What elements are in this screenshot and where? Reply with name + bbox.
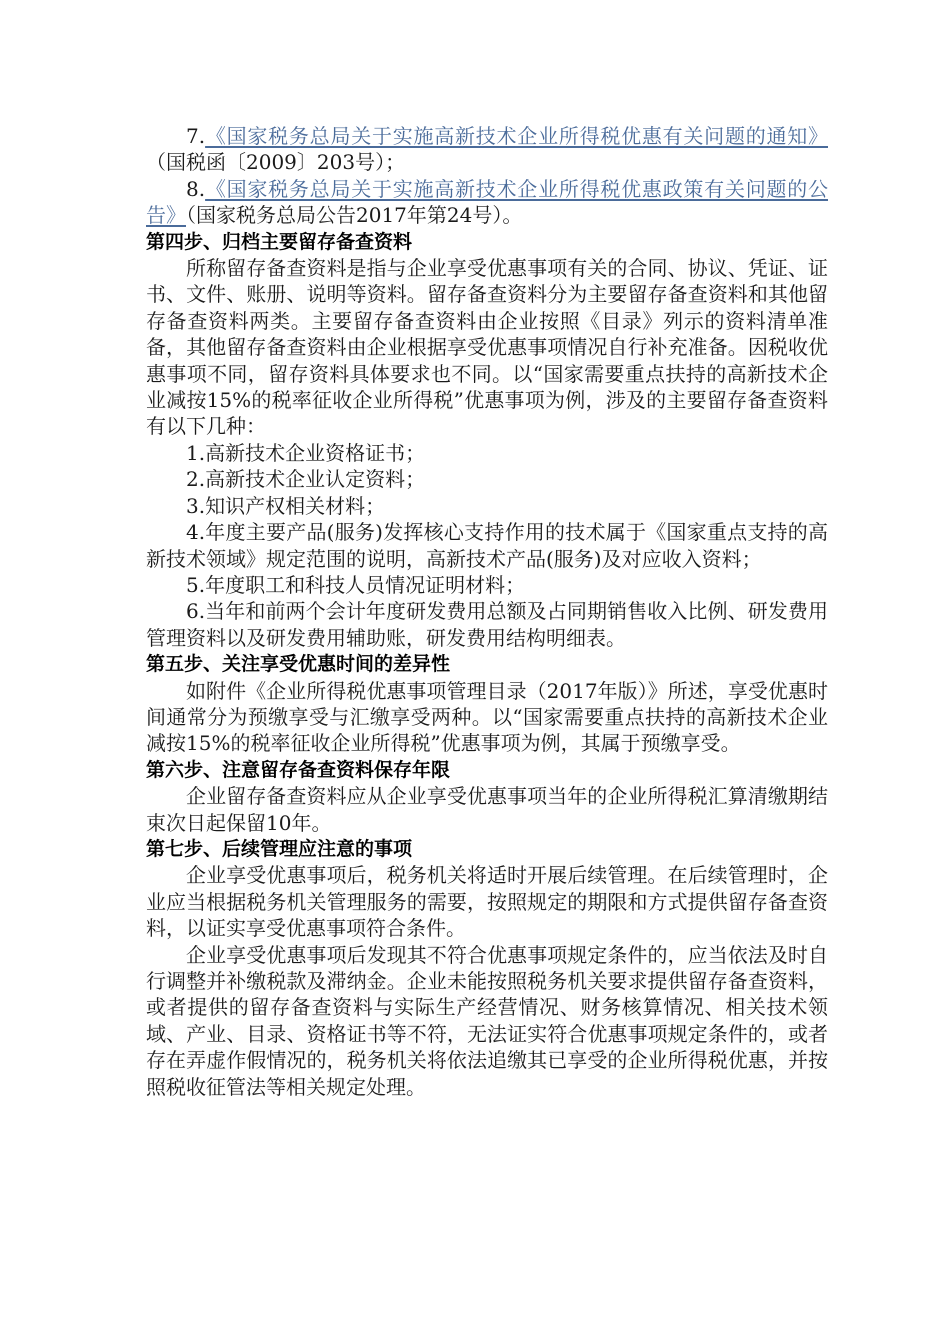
step6-text: 企业留存备查资料应从企业享受优惠事项当年的企业所得税汇算清缴期结束次日起保留10年。 — [146, 784, 828, 835]
reference-note: （国家税务总局公告2017年第24号）。 — [186, 203, 523, 228]
step4-intro: 所称留存备查资料是指与企业享受优惠事项有关的合同、协议、凭证、证书、文件、账册、说明等资料。留存备查资料分为主要留存备查资料和其他留存备查资料两类。主要留存备查资料由企业按照《目录》列示的资料清单准备，其他留存备查资料由企业根据享受优惠事项情况自行补充准备。因税收优惠事项不同，留存资料具体要求也不同。以“国家需要重点扶持的高新技术企业减按15%的税率征收企业所得税”优惠事项为例，涉及的主要留存备查资料有以下几种： — [146, 256, 828, 439]
reference-note: （国税函〔2009〕203号）； — [146, 150, 406, 175]
reference-item-7 — [146, 123, 828, 176]
list-item: 2.高新技术企业认定资料； — [186, 467, 426, 492]
reference-link-8[interactable]: 《国家税务总局关于实施高新技术企业所得税优惠政策有关问题的公告》 — [146, 176, 828, 228]
list-item: 5.年度职工和科技人员情况证明材料； — [186, 572, 526, 597]
step7-paragraph-2: 企业享受优惠事项后发现其不符合优惠事项规定条件的，应当依法及时自行调整并补缴税款及滞纳金。企业未能按照税务机关要求提供留存备查资料，或者提供的留存备查资料与实际生产经营情况、财务核算情况、相关技术领域、产业、目录、资格证书等不符，无法证实符合优惠事项规定条件的，或者存在弄虚作假情况的，税务机关将依法追缴其已享受的企业所得税优惠，并按照税收征管法等相关规定处理。 — [146, 942, 828, 1099]
step5-heading: 第五步、关注享受优惠时间的差异性 — [146, 653, 451, 676]
list-item: 3.知识产权相关材料； — [186, 493, 386, 518]
step6-heading: 第六步、注意留存备查资料保存年限 — [146, 758, 451, 781]
step7-paragraph-1: 企业享受优惠事项后，税务机关将适时开展后续管理。在后续管理时，企业应当根据税务机关管理服务的需要，按照规定的期限和方式提供留存备查资料，以证实享受优惠事项符合条件。 — [146, 863, 828, 941]
reference-item-8 — [146, 176, 828, 229]
step7-heading: 第七步、后续管理应注意的事项 — [146, 837, 413, 860]
step5-text: 如附件《企业所得税优惠事项管理目录（2017年版）》所述，享受优惠时间通常分为预缴享受与汇缴享受两种。以“国家需要重点扶持的高新技术企业减按15%的税率征收企业所得税”优惠事项为例，其属于预缴享受。 — [146, 678, 828, 756]
reference-number: 7. — [186, 124, 206, 148]
step4-heading: 第四步、归档主要留存备查资料 — [146, 230, 413, 253]
list-item: 6.当年和前两个会计年度研发费用总额及占同期销售收入比例、研发费用管理资料以及研发费用辅助账，研发费用结构明细表。 — [146, 599, 828, 650]
reference-number: 8. — [186, 176, 206, 201]
list-item: 1.高新技术企业资格证书； — [186, 440, 426, 465]
reference-link-7[interactable]: 《国家税务总局关于实施高新技术企业所得税优惠有关问题的通知》 — [205, 124, 828, 148]
document-body — [146, 123, 828, 1100]
list-item: 4.年度主要产品(服务)发挥核心支持作用的技术属于《国家重点支持的高新技术领域》规定范围的说明，高新技术产品(服务)及对应收入资料； — [146, 520, 828, 571]
